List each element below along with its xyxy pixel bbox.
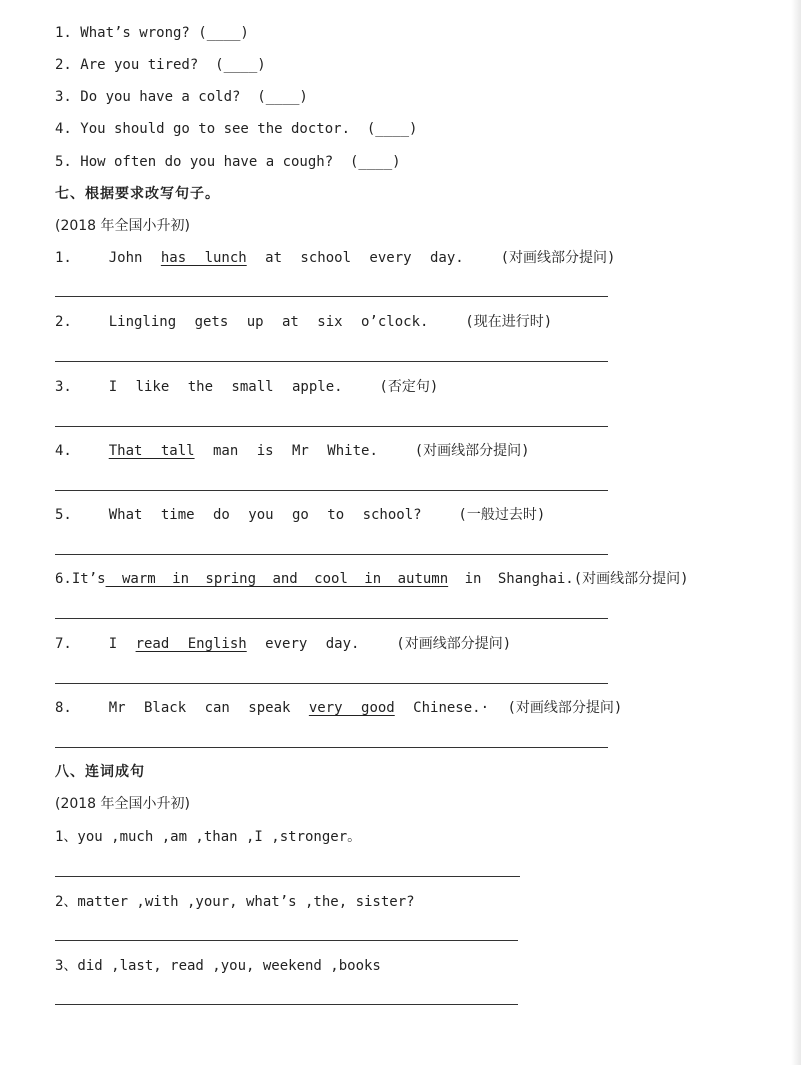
answer-line[interactable] — [55, 747, 608, 748]
item-text: 5. What time do you go to school? (一般过去时) — [55, 507, 546, 523]
answer-line[interactable] — [55, 554, 608, 555]
word-order-item: 2、matter ,with ,your, what’s ,the, sister? — [55, 894, 415, 910]
answer-line[interactable] — [55, 296, 608, 297]
answer-line[interactable] — [55, 683, 608, 684]
question-line: 1. What’s wrong? (____) — [55, 25, 249, 41]
item-text: at school every day. (对画线部分提问) — [246, 250, 616, 266]
item-text: Chinese.· (对画线部分提问) — [394, 700, 623, 716]
answer-line[interactable] — [55, 361, 608, 362]
item-text: 8. Mr Black can speak — [55, 700, 309, 716]
item-text: 6.It’s — [55, 571, 106, 587]
section-source: (2018 年全国小升初) — [55, 218, 191, 234]
question-line: 4. You should go to see the doctor. (____) — [55, 121, 418, 137]
rewrite-item — [55, 442, 530, 460]
item-text: man is Mr White. (对画线部分提问) — [194, 443, 530, 459]
answer-line[interactable] — [55, 940, 518, 941]
question-line: 2. Are you tired? (____) — [55, 57, 266, 73]
item-text: 1. John — [55, 250, 161, 266]
answer-line[interactable] — [55, 1004, 518, 1005]
answer-line[interactable] — [55, 490, 608, 491]
rewrite-item — [55, 313, 552, 331]
word-order-item: 3、did ,last, read ,you, weekend ,books — [55, 958, 381, 974]
item-text: 3. I like the small apple. (否定句) — [55, 379, 439, 395]
page-edge-shadow — [791, 0, 801, 1065]
rewrite-item — [55, 249, 615, 267]
answer-line[interactable] — [55, 618, 608, 619]
underlined-phrase: That tall — [108, 443, 195, 459]
underlined-phrase: warm in spring and cool in autumn — [105, 571, 449, 587]
answer-line[interactable] — [55, 876, 520, 877]
item-text: 7. I — [55, 636, 136, 652]
rewrite-item — [55, 570, 689, 588]
item-text: 4. — [55, 443, 109, 459]
underlined-phrase: very good — [308, 700, 395, 716]
rewrite-item — [55, 378, 438, 396]
section-heading: 八、连词成句 — [55, 764, 145, 780]
underlined-phrase: read English — [135, 636, 247, 652]
rewrite-item — [55, 506, 545, 524]
answer-line[interactable] — [55, 426, 608, 427]
section-heading: 七、根据要求改写句子。 — [55, 186, 220, 202]
item-text: 2. Lingling gets up at six o’clock. (现在进行时) — [55, 314, 553, 330]
item-text: every day. (对画线部分提问) — [246, 636, 512, 652]
question-line: 3. Do you have a cold? (____) — [55, 89, 308, 105]
question-line: 5. How often do you have a cough? (____) — [55, 154, 401, 170]
underlined-phrase: has lunch — [160, 250, 247, 266]
item-text: in Shanghai.(对画线部分提问) — [448, 571, 689, 587]
section-source: (2018 年全国小升初) — [55, 796, 191, 812]
word-order-item: 1、you ,much ,am ,than ,I ,stronger。 — [55, 829, 362, 845]
rewrite-item — [55, 699, 622, 717]
rewrite-item — [55, 635, 511, 653]
